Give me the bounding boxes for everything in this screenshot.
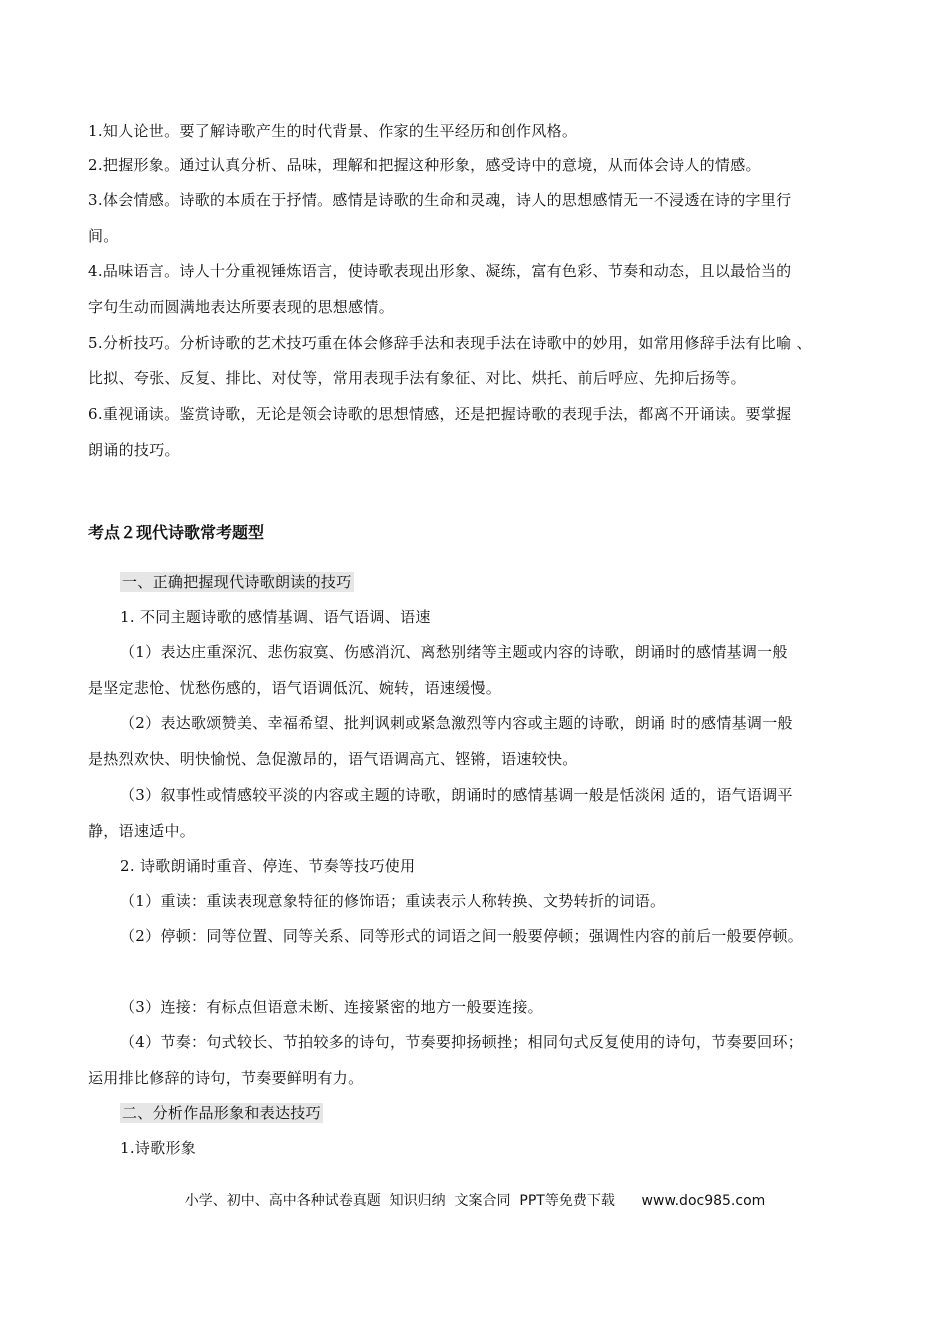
intro-line-4-cont: 字句生动而圆满地表达所要表现的思想感情。 bbox=[88, 298, 395, 316]
part1-p3-line1: （3）叙事性或情感较平淡的内容或主题的诗歌，朗诵时的感情基调一般是恬淡闲 适的，语气语调平 bbox=[120, 786, 793, 804]
intro-line-3: 3.体会情感。诗歌的本质在于抒情。感情是诗歌的生命和灵魂，诗人的思想感情无一不浸透在诗的字里行 bbox=[88, 191, 792, 209]
intro-line-3-cont: 间。 bbox=[88, 227, 119, 245]
intro-line-5-cont: 比拟、夸张、反复、排比、对仗等，常用表现手法有象征、对比、烘托、前后呼应、先抑后扬等。 bbox=[88, 369, 746, 387]
intro-line-1: 1.知人论世。要了解诗歌产生的时代背景、作家的生平经历和创作风格。 bbox=[88, 122, 578, 140]
part1-p2-line1: （2）表达歌颂赞美、幸福希望、批判讽刺或紧急激烈等内容或主题的诗歌，朗诵 时的感情基调一般 bbox=[120, 714, 793, 732]
part1-p1-line2: 是坚定悲怆、忧愁伤感的，语气语调低沉、婉转，语速缓慢。 bbox=[88, 679, 502, 697]
part1-title bbox=[120, 572, 354, 592]
intro-line-2: 2.把握形象。通过认真分析、品味，理解和把握这种形象，感受诗中的意境，从而体会诗人的情感。 bbox=[88, 156, 761, 174]
part1-q2: （2）停顿：同等位置、同等关系、同等形式的词语之间一般要停顿；强调性内容的前后一般要停顿。 bbox=[120, 927, 804, 945]
intro-line-4: 4.品味语言。诗人十分重视锤炼语言，使诗歌表现出形象、凝练，富有色彩、节奏和动态，且以最恰当的 bbox=[88, 262, 792, 280]
part2-sub1: 1.诗歌形象 bbox=[120, 1139, 197, 1157]
part1-q3: （3）连接：有标点但语意未断、连接紧密的地方一般要连接。 bbox=[120, 998, 543, 1016]
part1-p3-line2: 静，语速适中。 bbox=[88, 822, 196, 840]
intro-line-5: 5.分析技巧。分析诗歌的艺术技巧重在体会修辞手法和表现手法在诗歌中的妙用，如常用修辞手法有比喻 、 bbox=[88, 334, 812, 352]
intro-line-6-cont: 朗诵的技巧。 bbox=[88, 441, 180, 459]
part2-title bbox=[120, 1103, 323, 1123]
part1-sub1: 1. 不同主题诗歌的感情基调、语气语调、语速 bbox=[120, 608, 431, 626]
section-heading: 考点２现代诗歌常考题型 bbox=[88, 523, 265, 542]
intro-line-6: 6.重视诵读。鉴赏诗歌，无论是领会诗歌的思想情感，还是把握诗歌的表现手法，都离不开诵读。要掌握 bbox=[88, 405, 792, 423]
part1-p2-line2: 是热烈欢快、明快愉悦、急促激昂的，语气语调高亢、铿锵，语速较快。 bbox=[88, 750, 578, 768]
part1-q1: （1）重读：重读表现意象特征的修饰语；重读表示人称转换、文势转折的词语。 bbox=[120, 892, 666, 910]
part1-q4-line1: （4）节奏：句式较长、节拍较多的诗句，节奏要抑扬顿挫；相同句式反复使用的诗句，节奏要回环； bbox=[120, 1033, 804, 1051]
part1-title-text: 一、正确把握现代诗歌朗读的技巧 bbox=[122, 573, 352, 591]
page-footer: 小学、初中、高中各种试卷真题 知识归纳 文案合同 PPT等免费下载 www.doc985.com bbox=[184, 1193, 766, 1209]
part1-q4-line2: 运用排比修辞的诗句，节奏要鲜明有力。 bbox=[88, 1069, 364, 1087]
part2-title-text: 二、分析作品形象和表达技巧 bbox=[122, 1104, 321, 1122]
part1-sub2: 2. 诗歌朗诵时重音、停连、节奏等技巧使用 bbox=[120, 857, 416, 875]
part1-p1-line1: （1）表达庄重深沉、悲伤寂寞、伤感消沉、离愁别绪等主题或内容的诗歌，朗诵时的感情基调一般 bbox=[120, 643, 788, 661]
